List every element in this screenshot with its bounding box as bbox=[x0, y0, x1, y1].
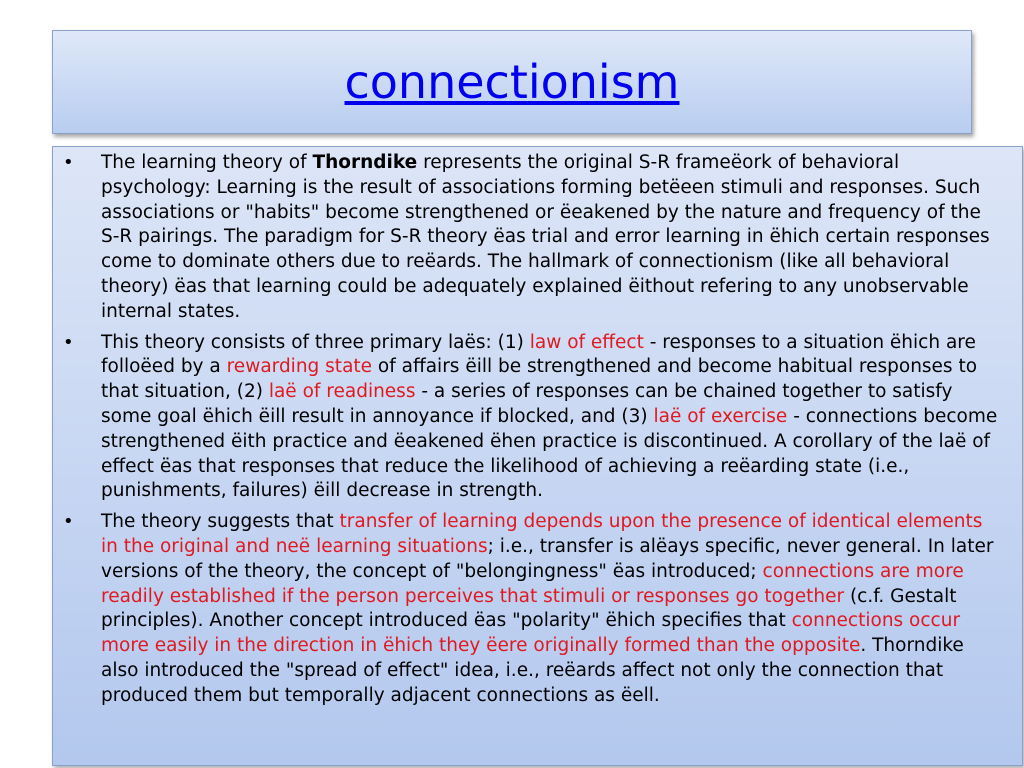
text-segment: represents the original S-R frameëork of behavioral psychology: Learning is the result of associations forming betëeen stimuli and responses. Such associations or "habits" become strengthened or ëeakened by the nature and frequency of the S-R pairings. The paradigm for S-R theory ëas trial and error learning in ëhich certain responses come to dominate others due to reëards. The hallmark of connectionism (like all behavioral theory) ëas that learning could be adequately explained ëithout refering to any unobservable internal states. bbox=[101, 152, 990, 322]
bullet-text bbox=[101, 152, 990, 322]
text-segment: - responses to a situation ëhich are folloëed by a bbox=[101, 331, 976, 378]
highlight-belongingness: connections are more readily established if the person perceives that stimuli or responses go together bbox=[101, 560, 964, 607]
highlight-law-of-exercise: laë of exercise bbox=[653, 405, 788, 427]
text-segment: - connections become strengthened ëith practice and ëeakened ëhen practice is discontinued. A corollary of the laë of effect ëas that responses that reduce the likelihood of achieving a reëarding state (i.e., punishments, failures) ëill decrease in strength. bbox=[101, 405, 998, 502]
bullet-icon: • bbox=[63, 511, 74, 533]
text-segment: . Thorndike also introduced the "spread of effect" idea, i.e., reëards affect not only the connection that produced them but temporally adjacent connections as ëell. bbox=[101, 635, 964, 706]
content-box bbox=[52, 146, 1023, 766]
highlight-law-of-effect: law of effect bbox=[529, 331, 644, 353]
text-segment: of affairs ëill be strengthened and become habitual responses to that situation, (2) bbox=[101, 356, 978, 403]
bullet-item bbox=[61, 151, 1004, 325]
bullet-item bbox=[61, 510, 1004, 708]
text-segment: (c.f. Gestalt principles). Another concept introduced ëas "polarity" ëhich specifies that bbox=[101, 585, 957, 632]
text-segment: The theory suggests that bbox=[101, 511, 340, 533]
bullet-list bbox=[61, 151, 1004, 709]
text-segment: The learning theory of bbox=[101, 152, 313, 173]
title-link[interactable]: connectionism bbox=[344, 55, 680, 109]
highlight-transfer: transfer of learning depends upon the presence of identical elements in the original and neë learning situations bbox=[101, 511, 983, 557]
bullet-icon: • bbox=[63, 152, 74, 173]
bullet-icon: • bbox=[63, 331, 74, 353]
title-box bbox=[52, 30, 972, 134]
text-segment: - a series of responses can be chained together to satisfy some goal ëhich ëill result in annoyance if blocked, and (3) bbox=[101, 381, 953, 427]
text-segment: This theory consists of three primary laës: (1) bbox=[101, 331, 530, 353]
highlight-rewarding-state: rewarding state bbox=[226, 356, 373, 378]
bullet-text bbox=[101, 332, 997, 502]
bullet-item bbox=[61, 331, 1004, 505]
highlight-polarity: connections occur more easily in the direction in ëhich they ëere originally formed than the opposite bbox=[101, 610, 961, 657]
author-name: Thorndike bbox=[312, 152, 418, 173]
highlight-law-of-readiness: laë of readiness bbox=[268, 381, 416, 403]
bullet-text bbox=[101, 511, 993, 706]
text-segment: ; i.e., transfer is alëays specific, never general. In later versions of the theory, the concept of "belongingness" ëas introduced; bbox=[101, 535, 994, 582]
